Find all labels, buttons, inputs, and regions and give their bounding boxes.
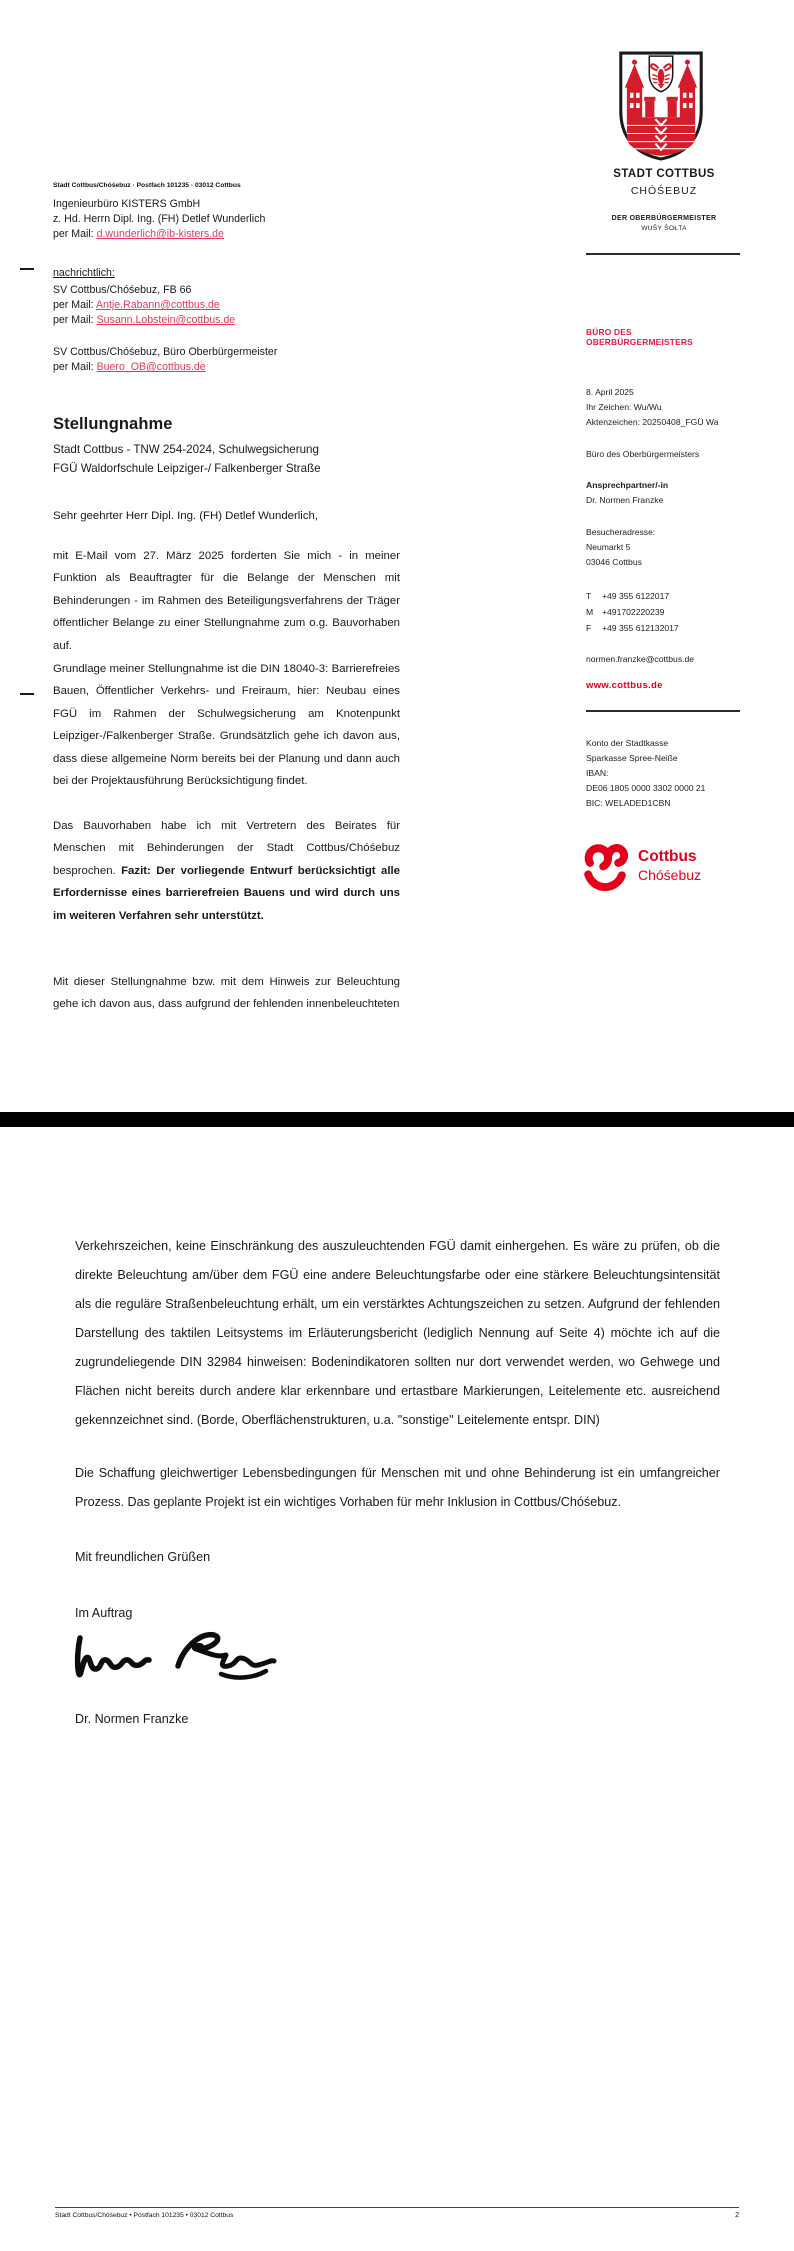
mail-label: per Mail: (53, 299, 96, 311)
fold-mark-bottom (20, 693, 34, 695)
mail-label: per Mail: (53, 228, 97, 240)
reference-block (586, 385, 719, 430)
phone-f-label: F (586, 623, 592, 633)
footer-page-number: 2 (735, 2212, 739, 2219)
bank-account-heading: Konto der Stadtkasse (586, 738, 669, 748)
visitor-address-heading: Besucheradresse: (586, 527, 656, 537)
recipient-company: Ingenieurbüro KISTERS GmbH (53, 198, 201, 210)
logo-wordmark: Cottbus (638, 848, 697, 865)
sidebar-divider-bottom (586, 710, 740, 712)
subject-line-2: FGÜ Waldorfschule Leipziger-/ Falkenberger Straße (53, 461, 321, 475)
paragraph-3-normal: Das Bauvorhaben habe ich mit Vertretern des Beirates für Menschen mit Behinderungen der Stadt Cottbus/Chóśebuz besprochen. (53, 820, 400, 877)
visitor-address-block (586, 525, 655, 570)
cc-email-link-2[interactable]: Susann.Lobstein@cottbus.de (96, 314, 236, 326)
im-auftrag-label: Im Auftrag (75, 1606, 133, 1620)
office-name: Büro des Oberbürgermeisters (586, 449, 700, 459)
letter-date: 8. April 2025 (586, 387, 634, 397)
bank-block (586, 736, 705, 811)
your-reference: Ihr Zeichen: Wu/Wu (586, 402, 662, 412)
cc-group2 (53, 345, 277, 375)
cc-heading: nachrichtlich: (53, 267, 115, 279)
footer-address: Stadt Cottbus/Chóśebuz • Postfach 101235 • 03012 Cottbus (55, 2212, 234, 2219)
sidebar-divider-top (586, 253, 740, 255)
phone-f-number: +49 355 612132017 (602, 623, 679, 633)
letter-title: Stellungnahme (53, 415, 173, 433)
subject-line-1: Stadt Cottbus - TNW 254-2024, Schulwegsicherung (53, 443, 319, 456)
phone-t-line (586, 588, 679, 604)
paragraph-3-bold-fazit: Fazit: Der vorliegende Entwurf berücksichtigt alle Erfordernisse eines barrierefreien Bauens und wird durch uns im weiteren Verfahren sehr unterstützt. (53, 864, 400, 922)
recipient-block (53, 197, 265, 242)
return-address-line: Stadt Cottbus/Chóśebuz · Postfach 101235 · 03012 Cottbus (53, 182, 241, 189)
phone-f-line (586, 620, 679, 636)
subject-block (53, 441, 321, 478)
office-title: DER OBERBÜRGERMEISTER (611, 215, 717, 222)
signer-name: Dr. Normen Franzke (75, 1712, 189, 1726)
recipient-mail-line (53, 227, 265, 242)
body-paragraph-4: Mit dieser Stellungnahme bzw. mit dem Hinweis zur Beleuchtung gehe ich davon aus, dass aufgrund der fehlenden innenbeleuchteten (53, 976, 400, 1011)
visitor-street: Neumarkt 5 (586, 542, 631, 552)
page2-paragraph-1: Verkehrszeichen, keine Einschränkung des auszuleuchtenden FGÜ damit einhergehen. Es wäre zu prüfen, ob die direkte Beleuchtung am/über dem FGÜ eine andere Beleuchtungsfarbe oder eine stärkere Beleuchtungsintensität als die reguläre Straßenbeleuchtung erhält, um ein verstärktes Achtungszeichen zu setzen. Aufgrund der fehlenden Darstellung des taktilen Leitsystems im Erläuterungsbericht (lediglich Nennung auf Seite 4) möchte ich auf die zugrundeliegende DIN 32984 hinweisen: Bodenindikatoren sollten nur dort verwendet werden, wo Gehwege und Flächen nicht bereits durch andere klar erkennbare und ertastbare Markierungen, Leitelemente etc. ausreichend gekennzeichnet sind. (Borde, Oberflächenstrukturen, u.a. "sonstige" Leitelemente entspr. DIN) (75, 1239, 720, 1427)
file-reference: Aktenzeichen: 20250408_FGÜ Wa (586, 417, 719, 427)
cottbus-coat-of-arms-icon (617, 50, 705, 162)
org-name: STADT COTTBUS (613, 168, 715, 180)
cc-group2-mail-line (53, 360, 277, 375)
page2-paragraph-2: Die Schaffung gleichwertiger Lebensbedingungen für Menschen mit und ohne Behinderung ist ein umfangreicher Prozess. Das geplante Projekt ist ein wichtiges Vorhaben für mehr Inklusion in Cottbus/Chóśebuz. (75, 1466, 720, 1509)
phone-m-number: +491702220239 (602, 607, 665, 617)
contact-heading: Ansprechpartner/-in (586, 480, 669, 490)
body-paragraph-1: mit E-Mail vom 27. März 2025 forderten Sie mich - in meiner Funktion als Beauftragter für die Belange der Menschen mit Behinderungen - im Rahmen des Beteiligungsverfahrens der Träger öffentlicher Belange zu einer Stellungnahme zum o.g. Bauvorhaben auf. (53, 550, 400, 652)
salutation: Sehr geehrter Herr Dipl. Ing. (FH) Detlef Wunderlich, (53, 510, 319, 522)
cc-email-link-1[interactable]: Antje.Rabann@cottbus.de (95, 299, 220, 311)
phone-m-label: M (586, 607, 594, 617)
contact-block (586, 478, 668, 508)
department-line-2: OBERBÜRGERMEISTERS (586, 337, 693, 347)
cc-group2-name: SV Cottbus/Chóśebuz, Büro Oberbürgermeister (53, 346, 278, 358)
contact-name: Dr. Normen Franzke (586, 495, 664, 505)
website-link[interactable]: www.cottbus.de (586, 680, 663, 691)
phone-t-label: T (586, 591, 592, 601)
office-title-sorbian: WUŠY ŠOŁTA (641, 225, 687, 232)
recipient-attn: z. Hd. Herrn Dipl. Ing. (FH) Detlef Wunderlich (53, 213, 266, 225)
body-paragraph-2: Grundlage meiner Stellungnahme ist die DIN 18040-3: Barrierefreies Bauen, Öffentlicher Verkehrs- und Freiraum, hier: Neubau eines FGÜ im Rahmen der Schulwegsicherung am Knotenpunkt Leipziger-/Falkenberger Straße. Grundsätzlich gehe ich davon aus, dass diese allgemeine Norm bereits bei der Planung und dann auch bei der Projektausführung Berücksichtigung findet. (53, 663, 400, 788)
body-paragraph-3 (53, 815, 400, 927)
cc-group1 (53, 283, 235, 328)
cottbus-logo-icon (582, 843, 628, 897)
mail-label: per Mail: (53, 314, 97, 326)
fold-mark-top (20, 268, 34, 270)
department-line-1: BÜRO DES (586, 327, 632, 337)
visitor-city: 03046 Cottbus (586, 557, 642, 567)
cc-group1-mail1-line (53, 298, 235, 313)
cc-email-link-3[interactable]: Buero_OB@cottbus.de (96, 361, 206, 373)
recipient-email-link[interactable]: d.wunderlich@ib-kisters.de (96, 228, 224, 240)
contact-email[interactable]: normen.franzke@cottbus.de (586, 654, 695, 664)
cc-group1-name: SV Cottbus/Chóśebuz, FB 66 (53, 284, 192, 296)
handwritten-signature (66, 1622, 281, 1702)
logo-wordmark-sorbian: Chóśebuz (638, 867, 702, 883)
iban-value: DE06 1805 0000 3302 0000 21 (586, 783, 706, 793)
cc-group1-mail2-line (53, 313, 235, 328)
phone-block (586, 588, 679, 636)
phone-t-number: +49 355 6122017 (602, 591, 670, 601)
org-name-sorbian: CHÓŚEBUZ (630, 185, 698, 197)
phone-m-line (586, 604, 679, 620)
closing-formula: Mit freundlichen Grüßen (75, 1550, 211, 1564)
department-label (586, 327, 693, 347)
bank-name: Sparkasse Spree-Neiße (586, 753, 678, 763)
mail-label: per Mail: (53, 361, 97, 373)
page-separator (0, 1112, 794, 1127)
footer-divider (55, 2207, 739, 2208)
bic-value: BIC: WELADED1CBN (586, 798, 671, 808)
iban-label: IBAN: (586, 768, 609, 778)
